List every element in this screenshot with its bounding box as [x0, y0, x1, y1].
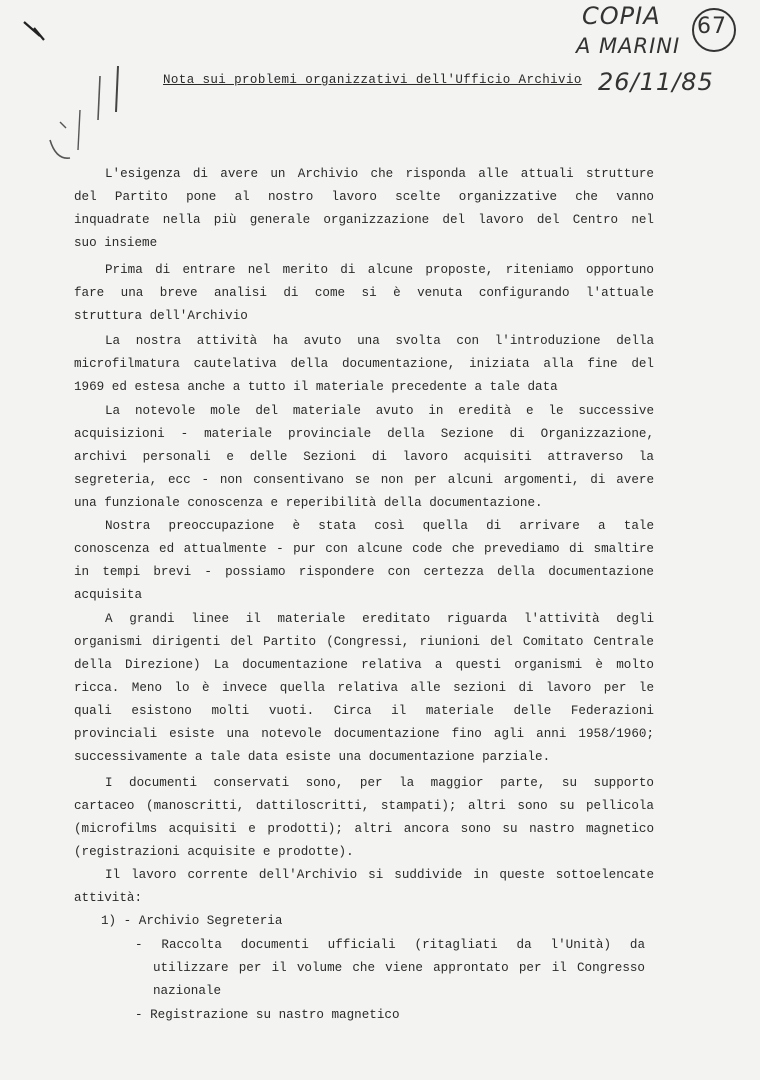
annotation-copia: COPIA	[582, 2, 661, 30]
annotation-date: 26/11/85	[598, 68, 714, 96]
text-line: successivamente a tale data esiste una documentazione parziale.	[74, 750, 551, 764]
text-line: archivi personali e delle Sezioni di lavoro acquisiti attraverso la	[74, 450, 654, 464]
corner-mark	[24, 22, 44, 40]
list-item: 1) - Archivio Segreteria	[101, 914, 283, 928]
text-line: (registrazioni acquisite e prodotte).	[74, 845, 354, 859]
text-line: suo insieme	[74, 236, 158, 250]
list-item: nazionale	[153, 984, 222, 998]
text-line: acquisita	[74, 588, 143, 602]
text-line: (microfilms acquisiti e prodotti); altri ancora sono su nastro magnetico	[74, 822, 654, 836]
text-line: provinciali esiste una notevole documentazione fino agli anni 1958/1960;	[74, 727, 654, 741]
text-line: struttura dell'Archivio	[74, 309, 248, 323]
text-line: ricca. Meno lo è invece quella relativa alle sezioni di lavoro per le	[74, 681, 654, 695]
margin-stroke	[60, 122, 66, 128]
list-item: - Raccolta documenti ufficiali (ritagliati da l'Unità) da	[135, 938, 645, 952]
list-item: - Registrazione su nastro magnetico	[135, 1008, 400, 1022]
text-line: della Direzione) La documentazione relativa a questi organismi è molto	[74, 658, 654, 672]
list-item: utilizzare per il volume che viene approntato per il Congresso	[153, 961, 645, 975]
text-line: Nostra preoccupazione è stata così quella di arrivare a tale	[105, 519, 654, 533]
text-line: 1969 ed estesa anche a tutto il materiale precedente a tale data	[74, 380, 558, 394]
margin-stroke	[50, 140, 70, 158]
text-line: in tempi brevi - possiamo rispondere con certezza della documentazione	[74, 565, 654, 579]
text-line: attività:	[74, 891, 143, 905]
text-line: fare una breve analisi di come si è venuta configurando l'attuale	[74, 286, 654, 300]
margin-stroke	[78, 110, 80, 150]
text-line: Il lavoro corrente dell'Archivio si suddivide in queste sottoelencate	[105, 868, 654, 882]
margin-stroke	[98, 76, 100, 120]
annotation-recipient: A MARINI	[576, 34, 681, 58]
text-line: A grandi linee il materiale ereditato riguarda l'attività degli	[105, 612, 654, 626]
text-line: del Partito pone al nostro lavoro scelte organizzative che vanno	[74, 190, 654, 204]
document-title: Nota sui problemi organizzativi dell'Ufficio Archivio	[163, 73, 582, 87]
text-line: segreteria, ecc - non consentivano se non per alcuni argomenti, di avere	[74, 473, 654, 487]
text-line: L'esigenza di avere un Archivio che risponda alle attuali strutture	[105, 167, 654, 181]
annotation-page-number: 67	[697, 14, 727, 39]
text-line: Prima di entrare nel merito di alcune proposte, riteniamo opportuno	[105, 263, 654, 277]
text-line: I documenti conservati sono, per la maggior parte, su supporto	[105, 776, 654, 790]
text-line: La nostra attività ha avuto una svolta con l'introduzione della	[105, 334, 654, 348]
text-line: organismi dirigenti del Partito (Congressi, riunioni del Comitato Centrale	[74, 635, 654, 649]
text-line: quali esistono molti vuoti. Circa il materiale delle Federazioni	[74, 704, 654, 718]
text-line: acquisizioni - materiale provinciale della Sezione di Organizzazione,	[74, 427, 654, 441]
text-line: La notevole mole del materiale avuto in eredità e le successive	[105, 404, 654, 418]
text-line: inquadrate nella più generale organizzazione del lavoro del Centro nel	[74, 213, 654, 227]
text-line: cartaceo (manoscritti, dattiloscritti, stampati); altri sono su pellicola	[74, 799, 654, 813]
text-line: microfilmatura cautelativa della documentazione, iniziata alla fine del	[74, 357, 654, 371]
text-line: conoscenza ed attualmente - pur con alcune code che prevediamo di smaltire	[74, 542, 654, 556]
margin-stroke	[116, 66, 118, 112]
text-line: una funzionale conoscenza e reperibilità della documentazione.	[74, 496, 543, 510]
